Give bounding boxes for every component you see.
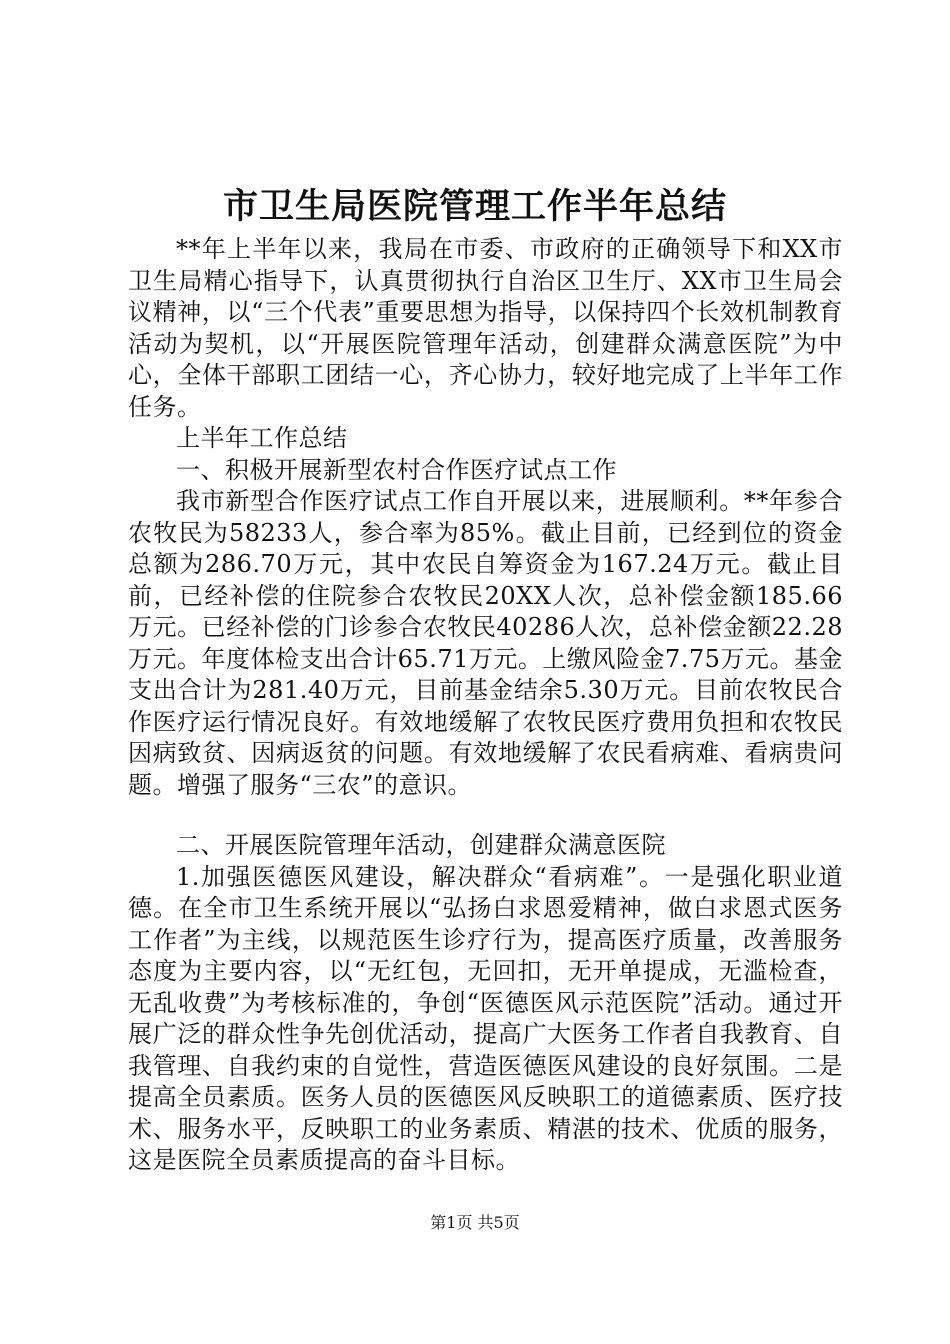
paragraph-spacer bbox=[128, 801, 843, 830]
intro-paragraph: **年上半年以来，我局在市委、市政府的正确领导下和XX市卫生局精心指导下，认真贯彻执行自治区卫生厅、XX市卫生局会议精神，以“三个代表”重要思想为指导，以保持四个长效机制教育活动为契机，以“开展医院管理年活动，创建群众满意医院”为中心，全体干部职工团结一心，齐心协力，较好地完成了上半年工作任务。 bbox=[128, 235, 843, 421]
section-heading-1: 一、积极开展新型农村合作医疗试点工作 bbox=[176, 455, 617, 484]
section-1-paragraph: 我市新型合作医疗试点工作自开展以来，进展顺利。**年参合农牧民为58233人，参合率为85%。截止目前，已经到位的资金总额为286.70万元，其中农民自筹资金为167.24万元。截止目前，已经补偿的住院参合农牧民20XX人次，总补偿金额185.66万元。已经补偿的门诊参合农牧民40286人次，总补偿金额22.28万元。年度体检支出合计65.71万元。上缴风险金7.75万元。基金支出合计为281.40万元，目前基金结余5.30万元。目前农牧民合作医疗运行情况良好。有效地缓解了农牧民医疗费用负担和农牧民因病致贫、因病返贫的问题。有效地缓解了农民看病难、看病贵问题。增强了服务“三农”的意识。 bbox=[128, 487, 843, 799]
summary-heading: 上半年工作总结 bbox=[176, 424, 348, 452]
section-2-paragraph: 1.加强医德医风建设，解决群众“看病难”。一是强化职业道德。在全市卫生系统开展以“弘扬白求恩爱精神，做白求恩式医务工作者”为主线，以规范医生诊疗行为，提高医疗质量，改善服务态度为主要内容，以“无红包，无回扣，无开单提成，无滥检查，无乱收费”为考核标准的，争创“医德医风示范医院”活动。通过开展广泛的群众性争先创优活动，提高广大医务工作者自我教育、自我管理、自我约束的自觉性，营造医德医风建设的良好氛围。二是提高全员素质。医务人员的医德医风反映职工的道德素质、医疗技术、服务水平，反映职工的业务素质、精湛的技术、优质的服务，这是医院全员素质提高的奋斗目标。 bbox=[128, 862, 843, 1174]
document-body bbox=[128, 234, 843, 1177]
section-heading-2: 二、开展医院管理年活动，创建群众满意医院 bbox=[176, 831, 666, 859]
page-number-footer: 第1页 共5页 bbox=[430, 1213, 520, 1232]
document-title: 市卫生局医院管理工作半年总结 bbox=[222, 186, 727, 227]
